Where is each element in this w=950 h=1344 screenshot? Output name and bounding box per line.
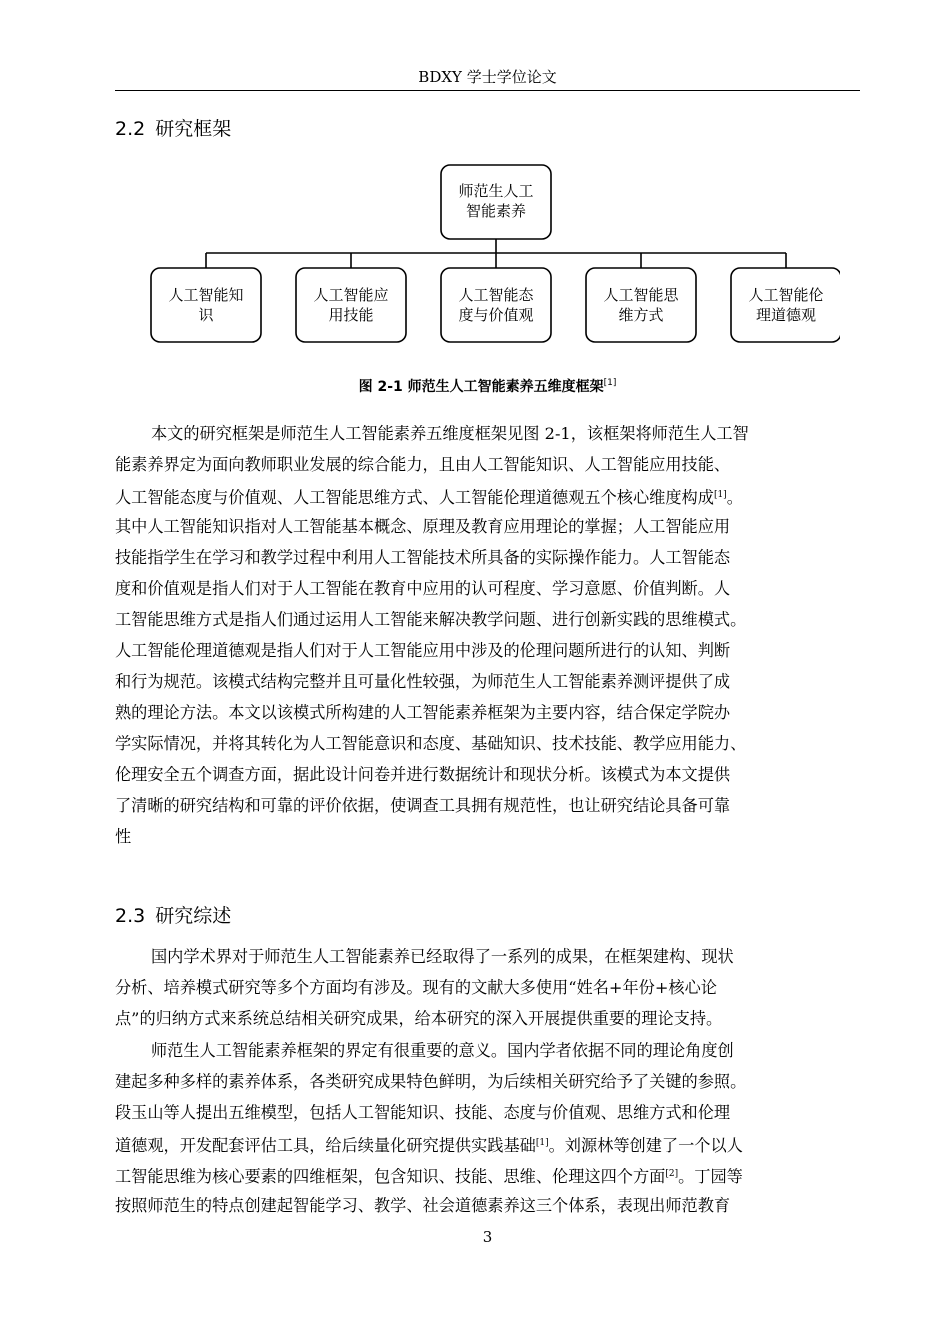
text-line: 伦理安全五个调查方面，据此设计问卷并进行数据统计和现状分析。该模式为本文提供	[115, 765, 731, 784]
text-line: 工智能思维方式是指人们通过运用人工智能来解决教学问题、进行创新实践的思维模式。	[115, 610, 747, 629]
page-number: 3	[482, 1228, 493, 1246]
dimension-box-skills	[296, 268, 406, 342]
text-line: 段玉山等人提出五维模型，包括人工智能知识、技能、态度与价值观、思维方式和伦理	[115, 1103, 731, 1122]
text-run: 。丁园等	[678, 1167, 743, 1186]
text-run: 。	[726, 488, 743, 507]
text-run: 道德观，开发配套评估工具，给后续量化研究提供实践基础	[115, 1136, 536, 1155]
dimension-label-line1: 人工智能应	[313, 286, 389, 304]
root-label-line2: 智能素养	[465, 202, 527, 220]
text-line: 点”的归纳方式来系统总结相关研究成果，给本研究的深入开展提供重要的理论支持。	[115, 1009, 723, 1028]
figure-caption-text: 图 2-1 师范生人工智能素养五维度框架	[358, 379, 604, 395]
text-line: 人工智能伦理道德观是指人们对于人工智能应用中涉及的伦理问题所进行的认知、判断	[115, 641, 731, 660]
text-line: 分析、培养模式研究等多个方面均有涉及。现有的文献大多使用“姓名+年份+核心论	[115, 978, 717, 997]
dimension-label-line1: 人工智能伦	[748, 286, 824, 304]
text-line: 本文的研究框架是师范生人工智能素养五维度框架见图 2-1，该框架将师范生人工智	[151, 424, 749, 443]
citation-ref: [2]	[665, 1169, 679, 1179]
text-line: 学实际情况，并将其转化为人工智能意识和态度、基础知识、技术技能、教学应用能力、	[115, 734, 747, 753]
text-line: 度和价值观是指人们对于人工智能在教育中应用的认可程度、学习意愿、价值判断。人	[115, 579, 731, 598]
text-line	[115, 480, 860, 511]
text-line: 按照师范生的特点创建起智能学习、教学、社会道德素养这三个体系，表现出师范教育	[115, 1196, 731, 1215]
text-run: 人工智能态度与价值观、人工智能思维方式、人工智能伦理道德观五个核心维度构成	[115, 488, 714, 507]
dimension-box-thinking	[586, 268, 696, 342]
figure-caption	[115, 372, 860, 398]
text-line: 师范生人工智能素养框架的界定有很重要的意义。国内学者依据不同的理论角度创	[151, 1041, 734, 1060]
dimension-label-line2: 度与价值观	[458, 306, 534, 324]
text-run: 工智能思维为核心要素的四维框架，包含知识、技能、思维、伦理这四个方面	[115, 1167, 666, 1186]
dimension-box-attitude	[441, 268, 551, 342]
dimension-label-line2: 维方式	[618, 306, 664, 324]
section-title: 研究框架	[155, 118, 232, 140]
text-line: 性	[115, 827, 132, 846]
running-header: BDXY 学士学位论文	[418, 68, 557, 86]
text-line	[115, 1128, 860, 1159]
text-line	[115, 1159, 860, 1190]
text-line: 技能指学生在学习和教学过程中利用人工智能技术所具备的实际操作能力。人工智能态	[115, 548, 731, 567]
paragraph-framework	[115, 418, 860, 852]
dimension-label-line1: 人工智能思	[603, 286, 679, 304]
citation-ref: [1]	[713, 490, 727, 500]
paragraph-review-frameworks	[115, 1035, 860, 1221]
text-line: 其中人工智能知识指对人工智能基本概念、原理及教育应用理论的掌握；人工智能应用	[115, 517, 731, 536]
dimension-label-line1: 人工智能知	[168, 286, 244, 304]
citation-ref: [1]	[535, 1138, 549, 1148]
framework-diagram	[140, 160, 840, 350]
root-label-line1: 师范生人工	[458, 182, 534, 200]
text-line: 能素养界定为面向教师职业发展的综合能力，且由人工智能知识、人工智能应用技能、	[115, 455, 731, 474]
section-heading-2-2	[115, 116, 241, 142]
text-line: 和行为规范。该模式结构完整并且可量化性较强，为师范生人工智能素养测评提供了成	[115, 672, 731, 691]
section-heading-2-3	[115, 903, 241, 929]
section-number: 2.3	[115, 905, 146, 927]
text-line: 国内学术界对于师范生人工智能素养已经取得了一系列的成果，在框架建构、现状	[151, 947, 734, 966]
text-line: 了清晰的研究结构和可靠的评价依据，使调查工具拥有规范性，也让研究结论具备可靠	[115, 796, 731, 815]
dimension-box-knowledge	[151, 268, 261, 342]
citation-ref: [1]	[603, 378, 617, 388]
dimension-box-ethics	[731, 268, 840, 342]
dimension-label-line2: 用技能	[328, 306, 374, 324]
section-title: 研究综述	[155, 905, 232, 927]
dimension-label-line2: 理道德观	[755, 306, 817, 324]
header-rule	[115, 90, 860, 91]
section-number: 2.2	[115, 118, 146, 140]
dimension-label-line1: 人工智能态	[458, 286, 534, 304]
paragraph-review-intro	[115, 941, 860, 1034]
dimension-label-line2: 识	[198, 306, 214, 324]
text-line: 建起多种多样的素养体系，各类研究成果特色鲜明，为后续相关研究给予了关键的参照。	[115, 1072, 747, 1091]
text-run: 。刘源林等创建了一个以人	[548, 1136, 743, 1155]
text-line: 熟的理论方法。本文以该模式所构建的人工智能素养框架为主要内容，结合保定学院办	[115, 703, 731, 722]
